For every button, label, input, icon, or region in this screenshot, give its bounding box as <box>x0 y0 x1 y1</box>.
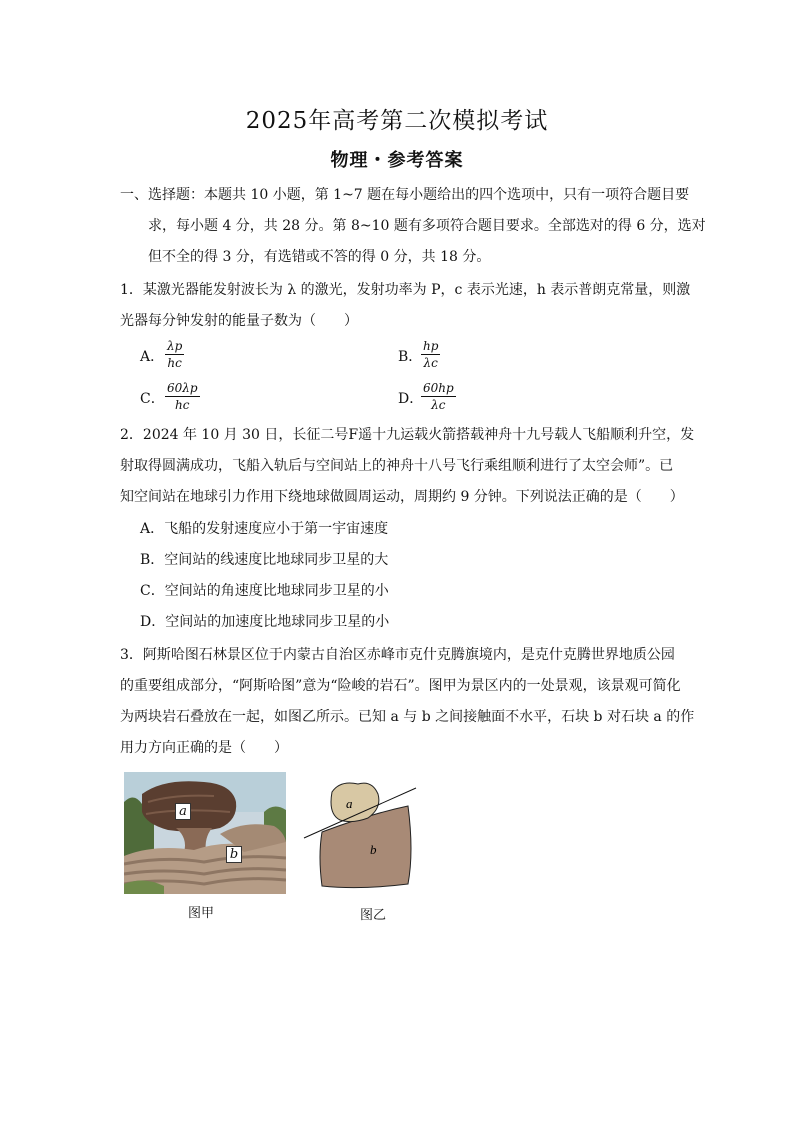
question-2-option-a: A．飞船的发射速度应小于第一宇宙速度 <box>140 521 389 537</box>
question-2-stem-line-2: 射取得圆满成功，飞船入轨后与空间站上的神舟十八号飞行乘组顺利进行了太空会师”。已 <box>120 458 674 474</box>
fraction-denominator: λc <box>431 398 446 412</box>
rock-landscape-illustration <box>124 772 286 894</box>
fraction-numerator: 60λp <box>167 381 198 395</box>
question-1-option-c-fraction <box>165 381 200 412</box>
fraction-numerator: hp <box>423 339 439 353</box>
question-3-stem-line-1: 3．阿斯哈图石林景区位于内蒙古自治区赤峰市克什克腾旗境内，是克什克腾世界地质公园 <box>120 647 675 663</box>
figure-yi-label-a: a <box>346 796 353 811</box>
question-1-option-d-letter: D． <box>398 391 424 407</box>
figure-yi-label-b: b <box>370 842 377 857</box>
figure-jia-caption: 图甲 <box>188 906 215 921</box>
section-instructions-line-2: 求，每小题 4 分，共 28 分。第 8~10 题有多项符合题目要求。全部选对的得 6 分，选对 <box>148 218 706 234</box>
question-3-stem-line-4: 用力方向正确的是（ ） <box>120 740 288 756</box>
question-1-option-b-letter: B． <box>398 349 423 365</box>
question-1-option-c-letter: C． <box>140 391 165 407</box>
figure-jia-label-a: a <box>175 803 191 820</box>
page-subtitle: 物理・参考答案 <box>330 150 464 171</box>
question-2-stem-line-3: 知空间站在地球引力作用下绕地球做圆周运动，周期约 9 分钟。下列说法正确的是（ ） <box>120 489 684 505</box>
question-2-option-b: B．空间站的线速度比地球同步卫星的大 <box>140 552 389 568</box>
section-instructions-line-3: 但不全的得 3 分，有选错或不答的得 0 分，共 18 分。 <box>148 249 491 265</box>
question-2-option-d: D．空间站的加速度比地球同步卫星的小 <box>140 614 390 630</box>
figure-yi-diagram <box>300 772 424 894</box>
question-1-option-b-fraction <box>421 339 440 370</box>
section-instructions-line-1: 一、选择题：本题共 10 小题，第 1~7 题在每小题给出的四个选项中，只有一项符合题目要 <box>120 187 690 203</box>
fraction-denominator: hc <box>175 398 190 412</box>
figure-yi-caption: 图乙 <box>360 908 387 923</box>
figure-jia-photo <box>124 772 286 894</box>
question-3-stem-line-2: 的重要组成部分，“阿斯哈图”意为“险峻的岩石”。图甲为景区内的一处景观，该景观可简化 <box>120 678 681 694</box>
fraction-numerator: λp <box>167 339 183 353</box>
question-2-stem-line-1: 2．2024 年 10 月 30 日，长征二号F遥十九运载火箭搭载神舟十九号载人飞船顺利升空，发 <box>120 427 695 443</box>
question-1-option-a-letter: A． <box>140 349 165 365</box>
stacked-rocks-diagram <box>300 772 424 894</box>
fraction-denominator: λc <box>423 356 438 370</box>
question-1-option-d-fraction <box>421 381 456 412</box>
figure-jia-label-b: b <box>226 846 242 863</box>
question-3-stem-line-3: 为两块岩石叠放在一起，如图乙所示。已知 a 与 b 之间接触面不水平，石块 b 对石块 a 的作 <box>120 709 695 725</box>
question-1-stem-line-2: 光器每分钟发射的能量子数为（ ） <box>120 313 358 329</box>
question-2-option-c: C．空间站的角速度比地球同步卫星的小 <box>140 583 389 599</box>
fraction-numerator: 60hp <box>423 381 454 395</box>
question-1-option-a-fraction <box>165 339 184 370</box>
fraction-denominator: hc <box>167 356 182 370</box>
question-1-stem-line-1: 1．某激光器能发射波长为 λ 的激光，发射功率为 P，c 表示光速，h 表示普朗克常量，则激 <box>120 282 691 298</box>
page-title: 2025年高考第二次模拟考试 <box>245 108 549 134</box>
